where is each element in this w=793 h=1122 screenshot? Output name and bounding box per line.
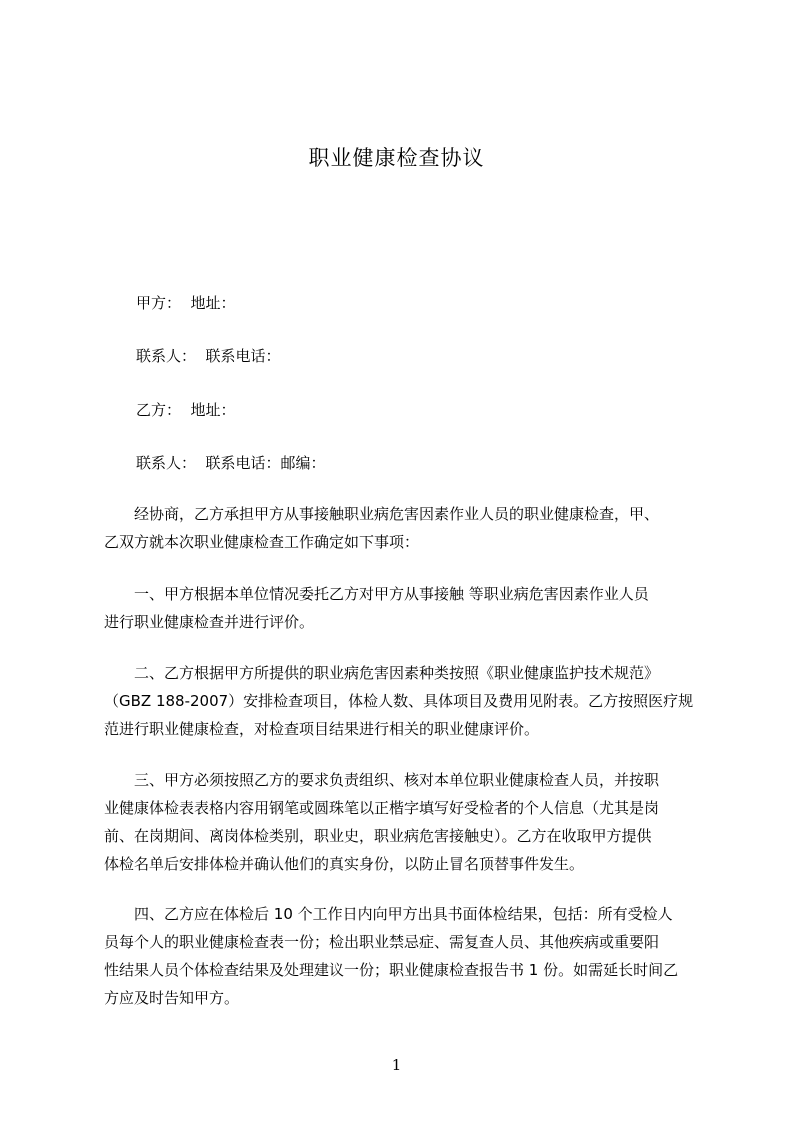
paragraph-line: 四、乙方应在体检后 10 个工作日内向甲方出具书面体检结果，包括：所有受检人 — [104, 905, 673, 923]
paragraph-line: 乙双方就本次职业健康检查工作确定如下事项： — [104, 533, 420, 551]
paragraph-line: 业健康体检表表格内容用钢笔或圆珠笔以正楷字填写好受检者的个人信息（尤其是岗 — [104, 799, 660, 817]
paragraph-line: 一、甲方根据本单位情况委托乙方对甲方从事接触 等职业病危害因素作业人员 — [104, 585, 649, 603]
clause-3-paragraph — [104, 766, 697, 878]
paragraph-line: 进行职业健康检查并进行评价。 — [104, 613, 315, 631]
paragraph-line: （GBZ 188-2007）安排检查项目，体检人数、具体项目及费用见附表。乙方按照医疗规 — [104, 692, 694, 710]
clause-1-paragraph — [104, 580, 697, 636]
paragraph-line: 经协商，乙方承担甲方从事接触职业病危害因素作业人员的职业健康检查，甲、 — [104, 505, 660, 523]
clause-2-paragraph — [104, 659, 697, 743]
paragraph-line: 员每个人的职业健康检查表一份；检出职业禁忌症、需复查人员、其他疾病或重要阳 — [104, 933, 660, 951]
party-b-contact-line: 联系人： 联系电话：邮编： — [136, 454, 326, 472]
paragraph-line: 前、在岗期间、离岗体检类别，职业史，职业病危害接触史）。乙方在收取甲方提供 — [104, 827, 652, 845]
intro-paragraph — [104, 500, 697, 556]
paragraph-line: 三、甲方必须按照乙方的要求负责组织、核对本单位职业健康检查人员，并按职 — [104, 771, 660, 789]
party-a-address-line: 甲方： 地址： — [136, 294, 236, 312]
paragraph-line: 范进行职业健康检查，对检查项目结果进行相关的职业健康评价。 — [104, 720, 540, 738]
clause-4-paragraph — [104, 900, 697, 1012]
paragraph-line: 体检名单后安排体检并确认他们的真实身份，以防止冒名顶替事件发生。 — [104, 855, 585, 873]
document-title: 职业健康检查协议 — [308, 146, 485, 170]
paragraph-line: 二、乙方根据甲方所提供的职业病危害因素种类按照《职业健康监护技术规范》 — [104, 664, 660, 682]
party-a-contact-line: 联系人： 联系电话： — [136, 347, 281, 365]
paragraph-line: 性结果人员个体检查结果及处理建议一份；职业健康检查报告书 1 份。如需延长时间乙 — [104, 961, 679, 979]
party-b-address-line: 乙方： 地址： — [136, 401, 236, 419]
paragraph-line: 方应及时告知甲方。 — [104, 989, 240, 1007]
page-number: 1 — [391, 1056, 402, 1074]
